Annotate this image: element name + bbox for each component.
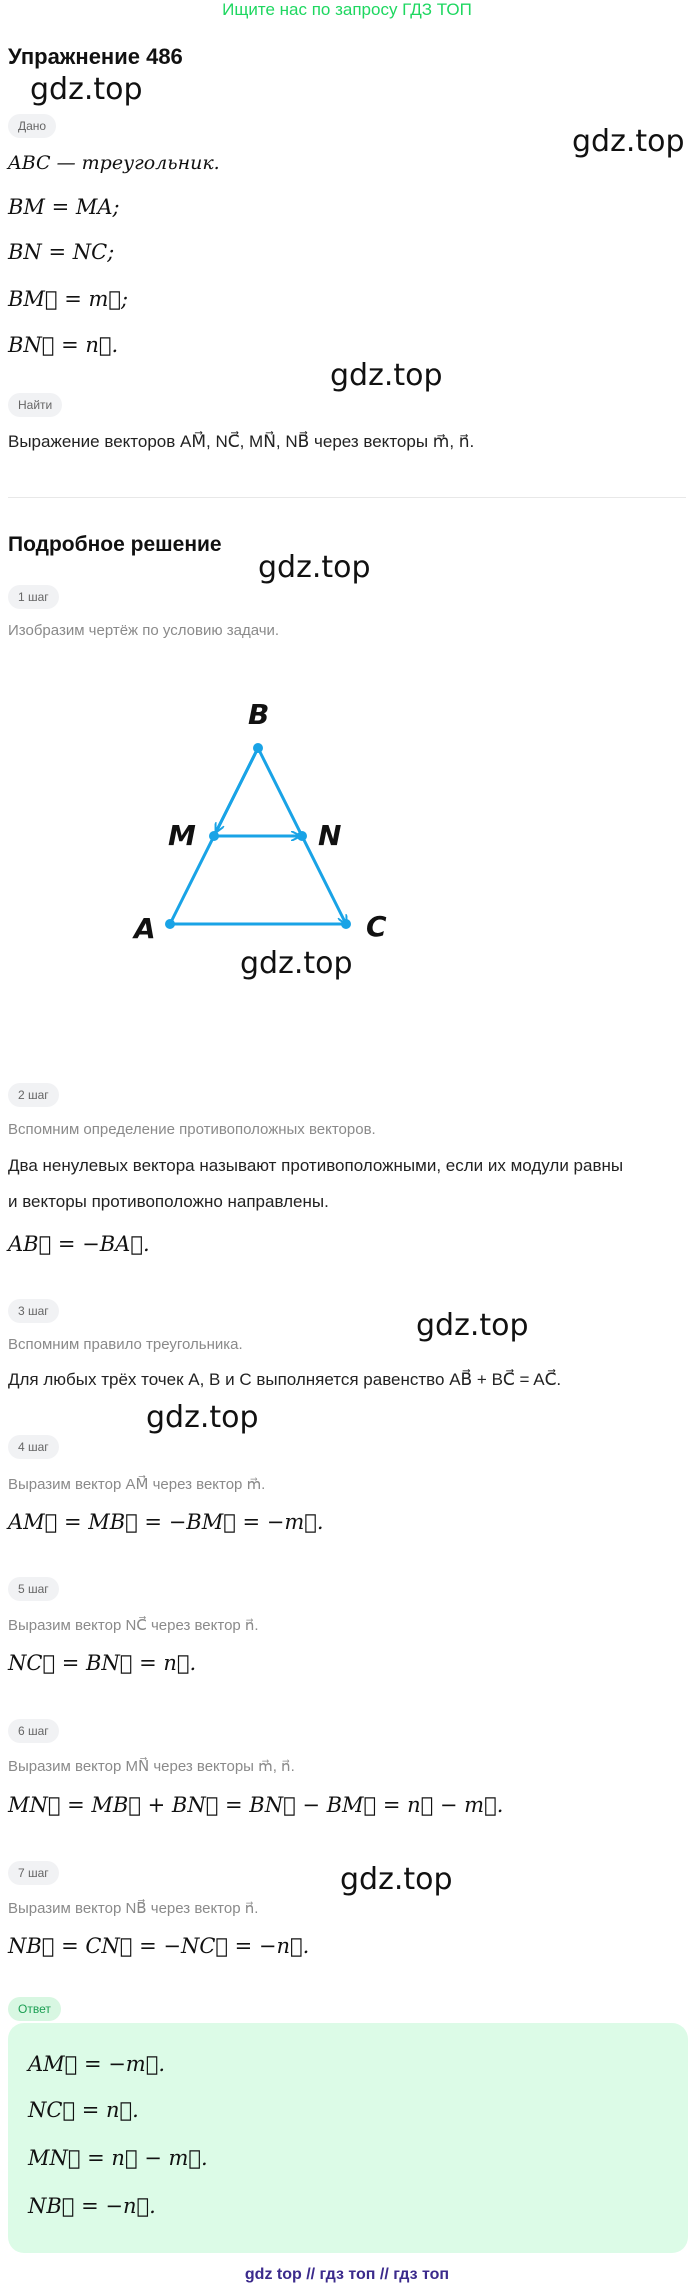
step-hint: Выразим вектор AM⃗ через вектор m⃗. (8, 1476, 266, 1493)
watermark: gdz.top (330, 358, 443, 393)
point-c (341, 919, 351, 929)
step-text: Для любых трёх точек A, B и C выполняется равенство AB⃗ + BC⃗ = AC⃗. (8, 1370, 562, 1389)
step-chip: 4 шаг (8, 1435, 59, 1459)
step-math: MN⃗ = MB⃗ + BN⃗ = BN⃗ − BM⃗ = n⃗ − m⃗. (8, 1793, 504, 1817)
watermark: gdz.top (258, 550, 371, 585)
watermark: gdz.top (146, 1400, 259, 1435)
step-math: AB⃗ = −BA⃗. (8, 1232, 150, 1256)
point-a (165, 919, 175, 929)
page-title: Упражнение 486 (8, 44, 183, 69)
label-b: B (248, 698, 270, 731)
given-line: BN = NC; (8, 240, 115, 264)
watermark: gdz.top (572, 124, 685, 159)
label-a: A (134, 912, 156, 945)
answer-line: MN⃗ = n⃗ − m⃗. (28, 2146, 208, 2170)
step-text: Два ненулевых вектора называют противоположными, если их модули равны (8, 1156, 624, 1175)
answer-line: NB⃗ = −n⃗. (28, 2194, 156, 2218)
watermark: gdz.top (30, 72, 143, 107)
step-hint: Изобразим чертёж по условию задачи. (8, 622, 280, 639)
step-chip: 1 шаг (8, 585, 59, 609)
step-hint: Вспомним определение противоположных векторов. (8, 1121, 376, 1138)
step-hint: Выразим вектор NC⃗ через вектор n⃗. (8, 1617, 259, 1634)
divider (8, 497, 686, 498)
answer-line: NC⃗ = n⃗. (28, 2098, 139, 2122)
given-line: BM = MA; (8, 195, 120, 219)
triangle-diagram (120, 690, 420, 950)
top-banner[interactable]: Ищите нас по запросу ГДЗ ТОП (222, 0, 472, 19)
given-chip: Дано (8, 114, 56, 138)
step-chip: 3 шаг (8, 1299, 59, 1323)
solution-heading: Подробное решение (8, 533, 222, 556)
step-hint: Вспомним правило треугольника. (8, 1336, 243, 1353)
given-line: BN⃗ = n⃗. (8, 333, 119, 357)
step-chip: 5 шаг (8, 1577, 59, 1601)
step-chip: 6 шаг (8, 1719, 59, 1743)
watermark: gdz.top (416, 1308, 529, 1343)
step-math: NB⃗ = CN⃗ = −NC⃗ = −n⃗. (8, 1934, 310, 1958)
step-chip: 7 шаг (8, 1861, 59, 1885)
answer-line: AM⃗ = −m⃗. (28, 2052, 166, 2076)
find-text: Выражение векторов AM⃗, NC⃗, MN⃗, NB⃗ через векторы m⃗, n⃗. (8, 432, 475, 451)
answer-chip: Ответ (8, 1997, 61, 2021)
step-hint: Выразим вектор NB⃗ через вектор n⃗. (8, 1900, 259, 1917)
step-text: и векторы противоположно направлены. (8, 1192, 329, 1211)
point-n (297, 831, 307, 841)
step-hint: Выразим вектор MN⃗ через векторы m⃗, n⃗. (8, 1758, 295, 1775)
label-n: N (318, 819, 342, 852)
given-line: BM⃗ = m⃗; (8, 287, 129, 311)
label-m: M (168, 819, 196, 852)
step-math: AM⃗ = MB⃗ = −BM⃗ = −m⃗. (8, 1510, 324, 1534)
label-c: C (366, 910, 387, 943)
given-line: ABC — треугольник. (8, 152, 220, 174)
point-m (209, 831, 219, 841)
vector-bm (216, 748, 258, 832)
find-chip: Найти (8, 393, 62, 417)
step-math: NC⃗ = BN⃗ = n⃗. (8, 1651, 197, 1675)
step-chip: 2 шаг (8, 1083, 59, 1107)
watermark: gdz.top (240, 946, 353, 981)
footer-links[interactable]: gdz top // гдз топ // гдз топ (244, 2266, 450, 2283)
watermark: gdz.top (340, 1862, 453, 1897)
point-b (253, 743, 263, 753)
